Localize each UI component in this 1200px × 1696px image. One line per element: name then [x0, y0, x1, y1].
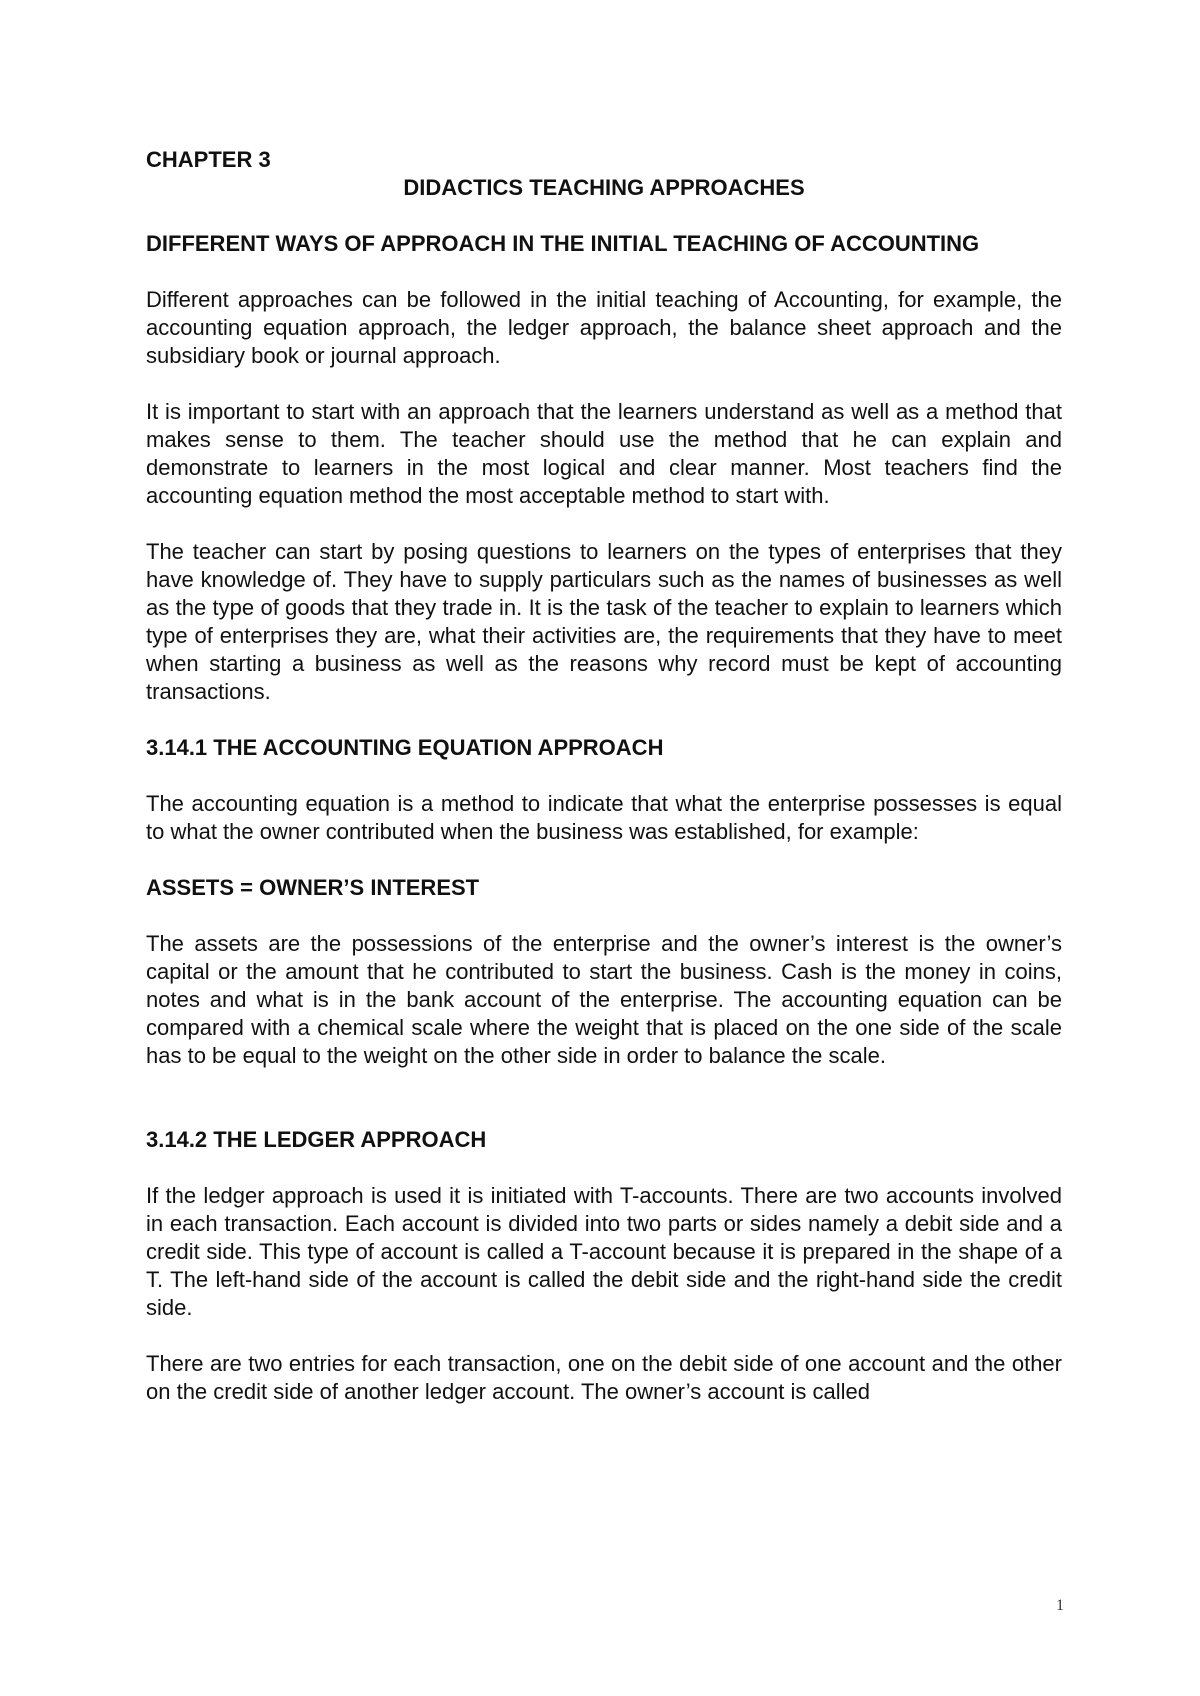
paragraph-questions: The teacher can start by posing questions to learners on the types of enterprises that they have knowledge of. They have to supply particulars such as the names of businesses as well as the type of goods that they trade in. It is the task of the teacher to explain to learners which type of enterprises they are, what their activities are, the requirements that they have to meet when starting a business as well as the reasons why record must be kept of accounting transactions.	[146, 539, 1062, 704]
paragraph-entries: There are two entries for each transaction, one on the debit side of one account and the other on the credit side of another ledger account. The owner’s account is called	[146, 1351, 1062, 1404]
section-heading-accounting-equation: 3.14.1 THE ACCOUNTING EQUATION APPROACH	[146, 735, 664, 760]
paragraph-assets: The assets are the possessions of the enterprise and the owner’s interest is the owner’s capital or the amount that he contributed to start the business. Cash is the money in coins, notes and what is in the bank account of the enterprise. The accounting equation can be compared with a chemical scale where the weight that is placed on the one side of the scale has to be equal to the weight on the other side in order to balance the scale.	[146, 931, 1062, 1068]
equation-statement: ASSETS = OWNER’S INTEREST	[146, 875, 480, 900]
main-heading: DIFFERENT WAYS OF APPROACH IN THE INITIAL TEACHING OF ACCOUNTING	[146, 231, 980, 256]
paragraph-importance: It is important to start with an approach that the learners understand as well as a method that makes sense to them. The teacher should use the method that he can explain and demonstrate to learners in the most logical and clear manner. Most teachers find the accounting equation method the most acceptable method to start with.	[146, 399, 1062, 508]
page-number: 1	[1056, 1597, 1064, 1614]
chapter-title: DIDACTICS TEACHING APPROACHES	[403, 175, 805, 200]
section-heading-ledger: 3.14.2 THE LEDGER APPROACH	[146, 1127, 487, 1152]
paragraph-equation-intro: The accounting equation is a method to indicate that what the enterprise possesses is equal to what the owner contributed when the business was established, for example:	[146, 791, 1062, 844]
chapter-label: CHAPTER 3	[146, 147, 271, 172]
paragraph-ledger: If the ledger approach is used it is initiated with T-accounts. There are two accounts involved in each transaction. Each account is divided into two parts or sides namely a debit side and a credit side. This type of account is called a T-account because it is prepared in the shape of a T. The left-hand side of the account is called the debit side and the right-hand side the credit side.	[146, 1183, 1062, 1320]
page-content	[146, 146, 1062, 1406]
paragraph-approaches: Different approaches can be followed in the initial teaching of Accounting, for example, the accounting equation approach, the ledger approach, the balance sheet approach and the subsidiary book or journal approach.	[146, 287, 1062, 368]
